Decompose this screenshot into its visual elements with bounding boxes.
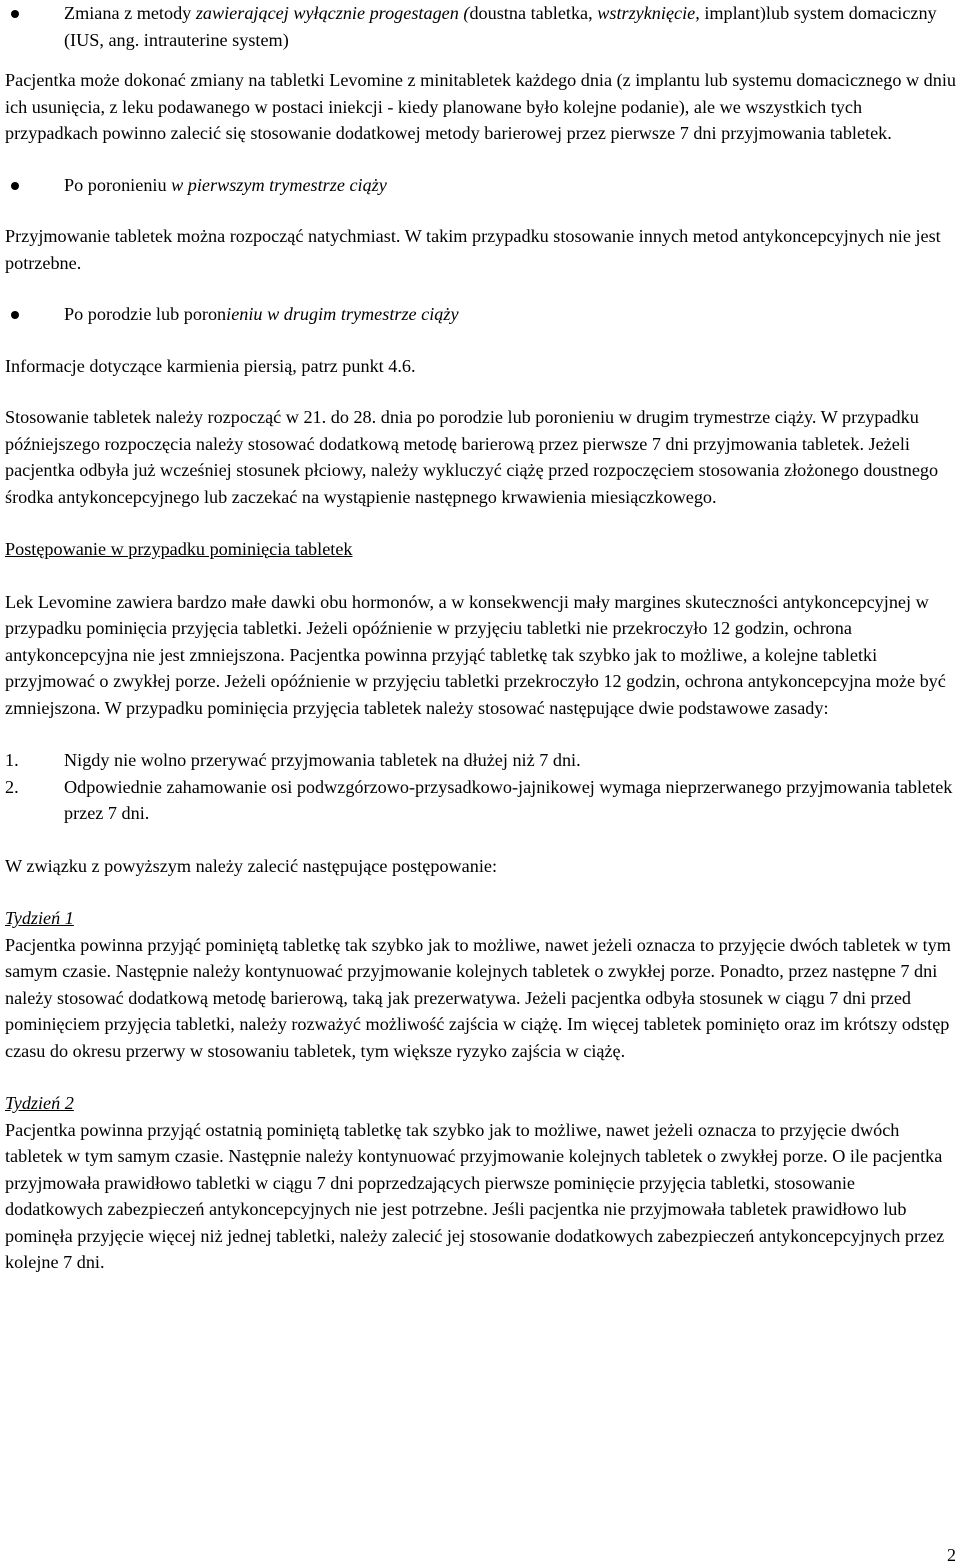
text-run-italic: zawierającej wyłącznie progestagen ( <box>195 3 470 23</box>
page-number: 2 <box>947 1545 956 1565</box>
week1-title: Tydzień 1 <box>5 908 74 928</box>
bullet-icon <box>11 311 19 319</box>
paragraph-breastfeeding: Informacje dotyczące karmienia piersią, patrz punkt 4.6. <box>5 355 416 376</box>
paragraph-recommendation: W związku z powyższym należy zalecić następujące postępowanie: <box>5 855 498 876</box>
numbered-item-2 <box>5 774 957 827</box>
text-run: Po poronieniu <box>64 174 172 195</box>
bullet-item-progestagen <box>5 0 957 53</box>
text-run: Po porodzie lub poron <box>64 304 227 324</box>
bullet-text <box>64 301 957 328</box>
bullet-icon <box>11 182 19 190</box>
week2-title: Tydzień 2 <box>5 1093 74 1113</box>
text-run: Zmiana z metody <box>64 3 196 23</box>
week1-text: Pacjentka powinna przyjąć pominiętą tabletkę tak szybko jak to możliwe, nawet jeżeli oznacza to przyjęcie dwóch tabletek w tym samym czasie. Następnie należy kontynuować przyjmowanie kolejnych tabletek o zwykłej porze. Ponadto, przez następne 7 dni należy stosować dodatkową metodę barierową, taką jak prezerwatywa. Jeżeli pacjentka odbyła stosunek w ciągu 7 dni przed pominięciem przyjęcia tabletki, należy rozważyć możliwość zajścia w ciążę. Im więcej tabletek pominięto oraz im krótszy odstęp czasu do okresu przerwy w stosowaniu tabletek, tym większe ryzyko zajścia w ciążę. <box>5 934 951 1061</box>
text-run: implant)lub system domaciczny (IUS, ang. intrauterine system) <box>64 3 937 50</box>
paragraph-missed-tablets: Lek Levomine zawiera bardzo małe dawki obu hormonów, a w konsekwencji mały margines skuteczności antykoncepcyjnej w przypadku pominięcia przyjęcia tabletki. Jeżeli opóźnienie w przyjęciu tabletki nie przekroczyło 12 godzin, ochrona antykoncepcyjna nie jest zmniejszona. Pacjentka powinna przyjąć tabletkę tak szybko jak to możliwe, a kolejne tabletki przyjmować o zwykłej porze. Jeżeli opóźnienie w przyjęciu tabletki przekroczyło 12 godzin, ochrona antykoncepcyjna może być zmniejszona. W przypadku pominięcia przyjęcia tabletek należy stosować następujące dwie podstawowe zasady: <box>5 591 946 718</box>
paragraph-second-trimester: Stosowanie tabletek należy rozpocząć w 21. do 28. dnia po porodzie lub poronieniu w drugim trymestrze ciąży. W przypadku późniejszego rozpoczęcia należy stosować dodatkową metodę barierową przez pierwsze 7 dni przyjmowania tabletek. Jeżeli pacjentka odbyła już wcześniej stosunek płciowy, należy wykluczyć ciążę przed rozpoczęciem stosowania złożonego doustnego środka antykoncepcyjnego lub zaczekać na wystąpienie następnego krwawienia miesiączkowego. <box>5 407 939 507</box>
week2-text: Pacjentka powinna przyjąć ostatnią pominiętą tabletkę tak szybko jak to możliwe, nawet jeżeli oznacza to przyjęcie dwóch tabletek w tym samym czasie. Następnie należy kontynuować przyjmowanie kolejnych tabletek o zwykłej porze. O ile pacjentka przyjmowała prawidłowo tabletki w ciągu 7 dni poprzedzających pierwsze pominięcie przyjęcia tabletki, stosowanie dodatkowych zabezpieczeń antykoncepcyjnych nie jest potrzebne. Jeśli pacjentka nie przyjmowała tabletek prawidłowo lub pominęła przyjęcie więcej niż jednej tabletki, należy zalecić jej stosowanie dodatkowych zabezpieczeń antykoncepcyjnych przez kolejne 7 dni. <box>5 1119 945 1272</box>
bullet-icon <box>11 10 19 18</box>
list-number: 2. <box>5 776 19 797</box>
heading-missed-tablets: Postępowanie w przypadku pominięcia tabletek <box>5 539 353 559</box>
paragraph-first-trimester: Przyjmowanie tabletek można rozpocząć natychmiast. W takim przypadku stosowanie innych metod antykoncepcyjnych nie jest potrzebne. <box>5 226 941 273</box>
list-item-text: Nigdy nie wolno przerywać przyjmowania tabletek na dłużej niż 7 dni. <box>64 750 581 770</box>
list-number: 1. <box>5 750 19 770</box>
list-item-text: Odpowiednie zahamowanie osi podwzgórzowo-przysadkowo-jajnikowej wymaga nieprzerwanego przyjmowania tabletek przez 7 dni. <box>64 776 953 823</box>
text-run-italic: w pierwszym trymestrze ciąży <box>171 174 387 195</box>
text-run-italic: wstrzyknięcie, <box>597 3 700 23</box>
document-page <box>5 0 957 1276</box>
bullet-item-first-trimester <box>5 172 957 199</box>
bullet-text <box>64 172 957 199</box>
paragraph-progestagen: Pacjentka może dokonać zmiany na tabletki Levomine z minitabletek każdego dnia (z implantu lub systemu domacicznego w dniu ich usunięcia, z leku podawanego w postaci iniekcji - kiedy planowane było kolejne podanie), ale we wszystkich tych przypadkach powinno zalecić się stosowanie dodatkowej metody barierowej przez pierwsze 7 dni przyjmowania tabletek. <box>5 70 957 143</box>
text-run: doustna tabletka, <box>469 3 598 23</box>
text-run-italic: ieniu w drugim trymestrze ciąży <box>226 304 459 324</box>
numbered-item-1 <box>5 747 957 774</box>
bullet-text <box>64 0 957 53</box>
bullet-item-second-trimester <box>5 301 957 328</box>
